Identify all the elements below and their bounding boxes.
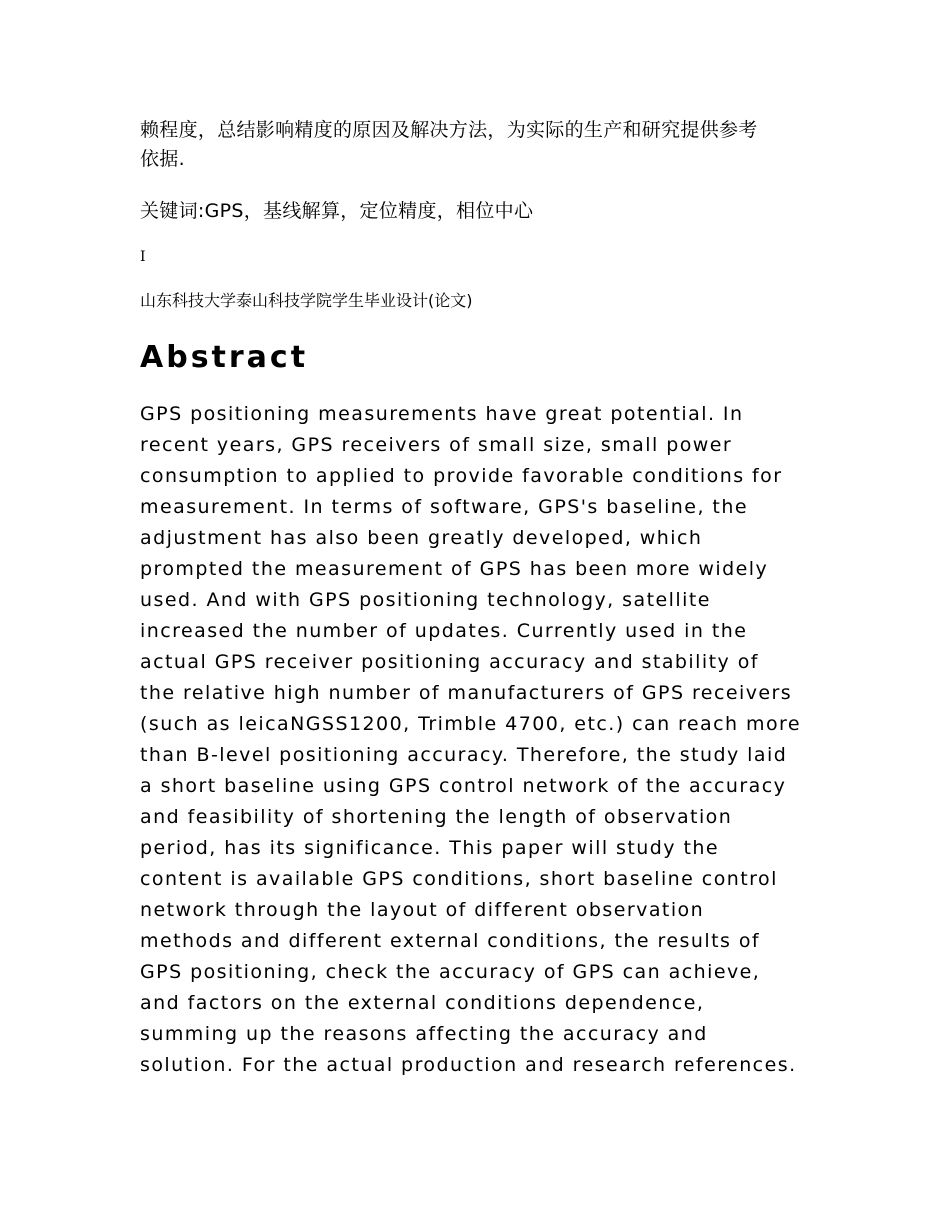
abstract-line: increased the number of updates. Currently used in the (140, 620, 748, 642)
abstract-line: consumption to applied to provide favorable conditions for (140, 465, 783, 487)
abstract-line: methods and different external conditions, the results of (140, 930, 761, 952)
abstract-line: GPS positioning, check the accuracy of GPS can achieve, (140, 961, 761, 983)
chinese-abstract-line: 赖程度，总结影响精度的原因及解决方法，为实际的生产和研究提供参考 (140, 119, 758, 141)
abstract-line: used. And with GPS positioning technology, satellite (140, 589, 711, 611)
abstract-line: period, has its significance. This paper will study the (140, 837, 720, 859)
chinese-abstract-tail (140, 116, 830, 174)
abstract-line: adjustment has also been greatly developed, which (140, 527, 703, 549)
abstract-line: actual GPS receiver positioning accuracy and stability of (140, 651, 759, 673)
abstract-line: solution. For the actual production and research references. (140, 1054, 797, 1076)
abstract-line: summing up the reasons affecting the accuracy and (140, 1023, 708, 1045)
chinese-abstract-line: 依据. (140, 148, 185, 170)
running-header: 山东科技大学泰山科技学院学生毕业设计(论文) (140, 291, 473, 310)
abstract-line: the relative high number of manufacturers of GPS receivers (140, 682, 793, 704)
abstract-line: recent years, GPS receivers of small size, small power (140, 434, 733, 456)
keywords-line: 关键词:GPS，基线解算，定位精度，相位中心 (140, 200, 534, 222)
abstract-line: GPS positioning measurements have great potential. In (140, 403, 744, 425)
abstract-line: measurement. In terms of software, GPS's baseline, the (140, 496, 748, 518)
abstract-body (140, 399, 830, 1081)
abstract-line: network through the layout of different observation (140, 899, 705, 921)
abstract-line: (such as leicaNGSS1200, Trimble 4700, etc.) can reach more (140, 713, 802, 735)
abstract-line: content is available GPS conditions, short baseline control (140, 868, 778, 890)
abstract-line: prompted the measurement of GPS has been more widely (140, 558, 769, 580)
page-number: I (140, 249, 146, 265)
abstract-line: a short baseline using GPS control network of the accuracy (140, 775, 787, 797)
abstract-heading: Abstract (140, 340, 309, 375)
abstract-line: and factors on the external conditions dependence, (140, 992, 705, 1014)
abstract-line: than B-level positioning accuracy. Therefore, the study laid (140, 744, 788, 766)
abstract-line: and feasibility of shortening the length of observation (140, 806, 733, 828)
